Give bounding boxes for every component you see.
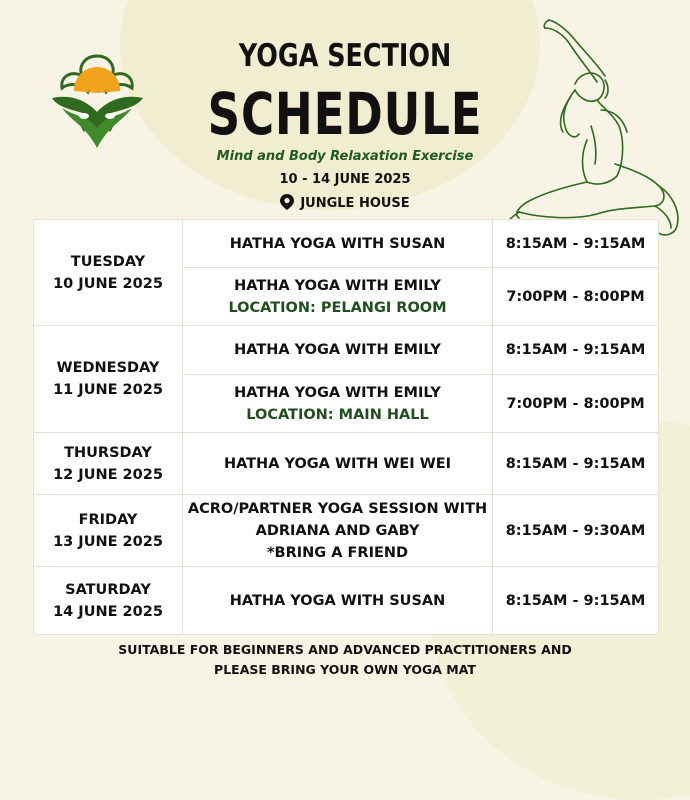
day-name: SATURDAY xyxy=(65,581,151,598)
day-cell xyxy=(34,567,183,635)
time-range: 7:00PM - 8:00PM xyxy=(506,288,645,305)
time-cell xyxy=(493,375,659,433)
day-name: WEDNESDAY xyxy=(56,360,160,376)
class-cell xyxy=(183,220,493,268)
yoga-woman-illustration xyxy=(505,14,687,244)
class-name: HATHA YOGA WITH EMILY xyxy=(234,342,441,358)
class-name: HATHA YOGA WITH SUSAN xyxy=(229,592,446,609)
time-range: 8:15AM - 9:15AM xyxy=(505,235,646,252)
subtitle: Mind and Body Relaxation Exercise xyxy=(216,149,474,164)
table-row xyxy=(34,433,659,495)
table-row xyxy=(34,567,659,635)
time-range: 8:15AM - 9:15AM xyxy=(505,455,646,472)
class-cell xyxy=(183,567,493,635)
day-cell xyxy=(34,495,183,567)
class-name: HATHA YOGA WITH EMILY xyxy=(234,277,441,294)
day-date: 11 JUNE 2025 xyxy=(53,382,163,398)
time-cell xyxy=(493,220,659,268)
day-date: 14 JUNE 2025 xyxy=(53,603,163,620)
page-title: YOGA SECTION xyxy=(238,38,452,74)
time-range: 8:15AM - 9:15AM xyxy=(505,342,646,358)
class-name: HATHA YOGA WITH EMILY xyxy=(234,384,441,401)
footer-line: PLEASE BRING YOUR OWN YOGA MAT xyxy=(214,662,476,677)
table-row xyxy=(34,326,659,375)
location-pin-icon xyxy=(280,194,294,210)
day-date: 12 JUNE 2025 xyxy=(53,466,163,483)
day-cell xyxy=(34,220,183,326)
time-cell xyxy=(493,567,659,635)
class-note: *BRING A FRIEND xyxy=(266,544,409,561)
footer-note xyxy=(0,640,690,680)
day-date: 10 JUNE 2025 xyxy=(53,275,163,292)
day-cell xyxy=(34,326,183,433)
class-cell xyxy=(183,326,493,375)
day-name: TUESDAY xyxy=(70,253,146,270)
event-dates: 10 - 14 JUNE 2025 xyxy=(279,172,411,187)
class-location: LOCATION: PELANGI ROOM xyxy=(228,299,447,316)
class-cell xyxy=(183,433,493,495)
page-title-large: SCHEDULE xyxy=(207,80,483,148)
table-row xyxy=(34,495,659,567)
time-cell xyxy=(493,433,659,495)
time-cell xyxy=(493,268,659,326)
time-cell xyxy=(493,495,659,567)
class-cell xyxy=(183,495,493,567)
class-name: HATHA YOGA WITH SUSAN xyxy=(229,235,446,252)
schedule-table xyxy=(33,219,659,635)
day-name: THURSDAY xyxy=(64,444,152,461)
class-name: HATHA YOGA WITH WEI WEI xyxy=(223,455,452,472)
time-range: 7:00PM - 8:00PM xyxy=(506,395,645,412)
class-name: ACRO/PARTNER YOGA SESSION WITH ADRIANA AND GABY xyxy=(187,500,488,539)
class-cell xyxy=(183,375,493,433)
header xyxy=(0,0,690,220)
class-location: LOCATION: MAIN HALL xyxy=(246,406,429,423)
day-cell xyxy=(34,433,183,495)
time-cell xyxy=(493,326,659,375)
table-row xyxy=(34,220,659,268)
time-range: 8:15AM - 9:15AM xyxy=(505,592,646,609)
footer-line: SUITABLE FOR BEGINNERS AND ADVANCED PRACTITIONERS AND xyxy=(118,642,572,657)
day-name: FRIDAY xyxy=(78,511,138,528)
time-range: 8:15AM - 9:30AM xyxy=(505,522,646,539)
venue-name: JUNGLE HOUSE xyxy=(300,196,410,211)
class-cell xyxy=(183,268,493,326)
day-date: 13 JUNE 2025 xyxy=(53,533,163,550)
